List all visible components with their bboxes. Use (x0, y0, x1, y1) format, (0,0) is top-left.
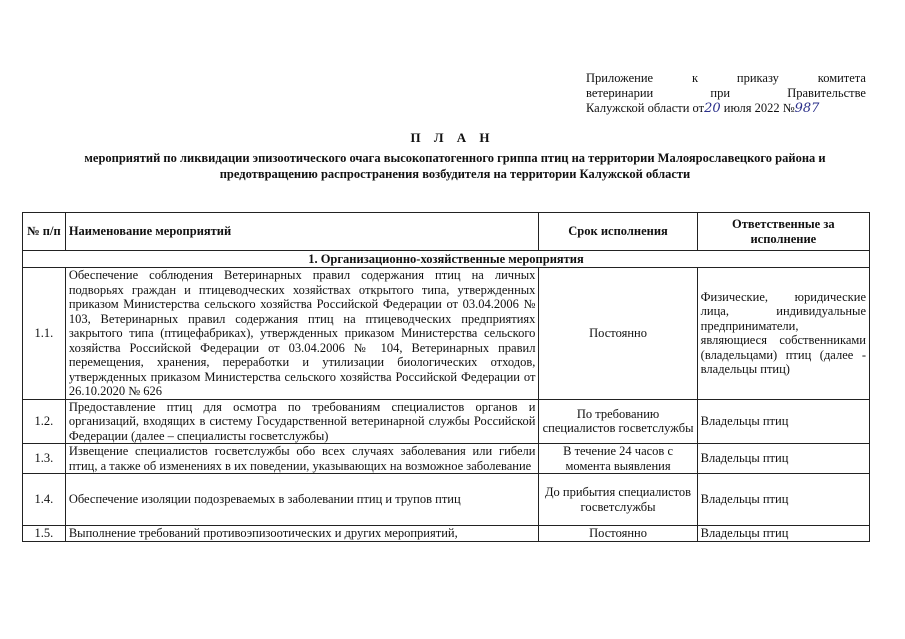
appendix-word: ветеринарии (586, 86, 654, 100)
row-num: 1.4. (23, 474, 66, 526)
row-name: Обеспечение соблюдения Ветеринарных правил содержания птиц на личных подворьях граждан и птицеводческих хозяйствах открытого типа, утвержденных приказом Министерства сельского хозяйства Российской Федерации от 03.04.2006 № 103, Ветеринарных правил содержания птиц на птицеводческих предприятиях закрытого типа (птицефабриках), утвержденных приказом Министерства сельского хозяйства Российской Федерации от 03.04.2006 № 104, Ветеринарных правил перемещения, хранения, переработки и утилизации биологических отходов, утвержденных приказом Министерства сельского хозяйства Российской Федерации от 26.10.2020 № 626 (65, 268, 539, 400)
appendix-word: к (691, 71, 699, 85)
appendix-line-1 (586, 71, 866, 86)
row-num: 1.5. (23, 526, 66, 542)
page-title: П Л А Н (410, 130, 495, 145)
row-term: Постоянно (539, 526, 697, 542)
row-term: По требованию специалистов госветслужбы (539, 399, 697, 444)
appendix-word: Правительстве (787, 86, 866, 100)
row-term: Постоянно (539, 268, 697, 400)
header-name: Наименование мероприятий (65, 213, 539, 251)
row-resp: Физические, юридические лица, индивидуальные предприниматели, являющиеся собственниками (владельцами) птиц (далее - владельцы птиц) (697, 268, 869, 400)
table-row (23, 399, 870, 444)
row-resp: Владельцы птиц (697, 444, 869, 474)
page-subtitle: мероприятий по ликвидации эпизоотического очага высокопатогенного гриппа птиц на территории Малоярославецкого района и предотвращению распространения возбудителя на территории Калужской области (84, 151, 826, 181)
header-term: Срок исполнения (539, 213, 697, 251)
row-resp: Владельцы птиц (697, 526, 869, 542)
appendix-line-2 (586, 86, 866, 101)
section-title: 1. Организационно-хозяйственные мероприятия (23, 251, 870, 268)
row-num: 1.1. (23, 268, 66, 400)
appendix-word: при (710, 86, 731, 100)
row-resp: Владельцы птиц (697, 399, 869, 444)
appendix-word: Приложение (586, 71, 654, 85)
row-term: До прибытия специалистов госветслужбы (539, 474, 697, 526)
table-row (23, 444, 870, 474)
row-num: 1.3. (23, 444, 66, 474)
table-row (23, 268, 870, 400)
table-row (23, 474, 870, 526)
table-row (23, 526, 870, 542)
appendix-word: приказу (736, 71, 779, 85)
appendix-block (586, 71, 866, 116)
appendix-prefix: Калужской области от (586, 101, 705, 115)
row-name: Обеспечение изоляции подозреваемых в заболевании птиц и трупов птиц (65, 474, 539, 526)
row-term: В течение 24 часов с момента выявления (539, 444, 697, 474)
appendix-line-3 (586, 101, 866, 116)
row-name: Извещение специалистов госветслужбы обо всех случаях заболевания или гибели птиц, а также об изменениях в их поведении, указывающих на возможное заболевание (65, 444, 539, 474)
section-row (23, 251, 870, 268)
row-name: Предоставление птиц для осмотра по требованиям специалистов органов и организаций, входящих в систему Государственной ветеринарной службы Российской Федерации (далее – специалисты госветслужбы) (65, 399, 539, 444)
row-num: 1.2. (23, 399, 66, 444)
header-resp: Ответственные за исполнение (697, 213, 869, 251)
appendix-month-year: июля 2022 № (723, 101, 795, 115)
table-header-row (23, 213, 870, 251)
row-name: Выполнение требований противоэпизоотических и других мероприятий, (65, 526, 539, 542)
handwritten-order-number: 987 (794, 101, 820, 116)
plan-table (22, 212, 870, 542)
handwritten-day: 20 (704, 101, 721, 116)
row-resp: Владельцы птиц (697, 474, 869, 526)
appendix-word: комитета (817, 71, 866, 85)
header-num: № п/п (23, 213, 66, 251)
